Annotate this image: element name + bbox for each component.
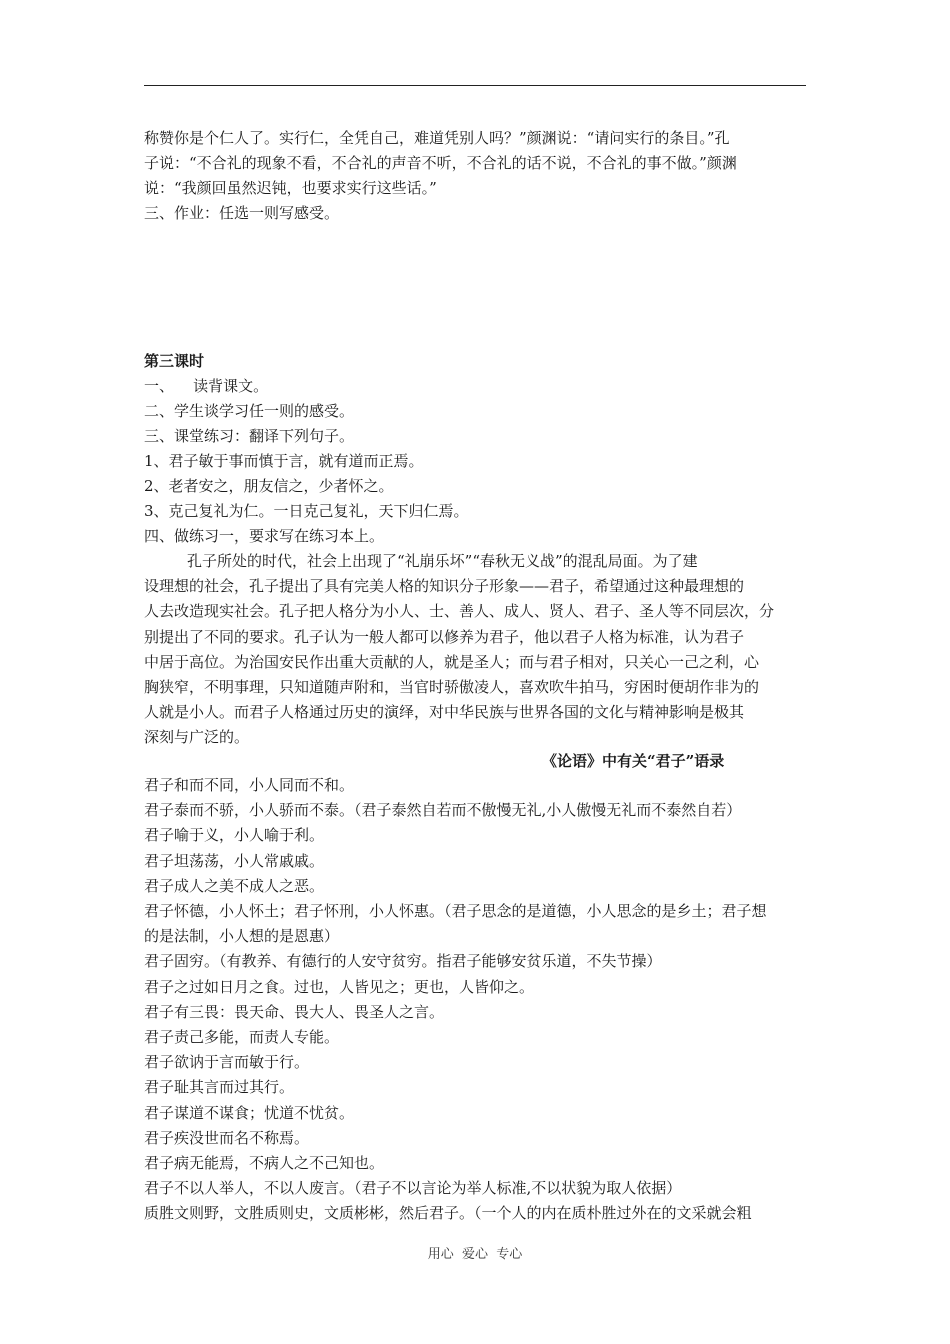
lesson-item: 二、学生谈学习任一则的感受。: [144, 402, 355, 420]
quote-line: 君子责己多能，而责人专能。: [144, 1028, 340, 1047]
header-rule: [144, 85, 806, 86]
lesson-item: 三、课堂练习：翻译下列句子。: [144, 427, 355, 445]
homework-line: 三、作业：任选一则写感受。: [144, 204, 340, 222]
quote-line: 君子谋道不谋食；忧道不忧贫。: [144, 1103, 355, 1122]
quote-line: 君子和而不同，小人同而不和。: [144, 776, 355, 794]
page-footer: 用心 爱心 专心: [427, 1247, 523, 1262]
text-line: 子说：“不合礼的现象不看，不合礼的声音不听，不合礼的话不说，不合礼的事不做。”颜渊: [144, 154, 737, 172]
passage-line: 别提出了不同的要求。孔子认为一般人都可以修养为君子，他以君子人格为标准，认为君子: [144, 627, 745, 646]
quote-line: 君子耻其言而过其行。: [144, 1078, 295, 1097]
text-line: 称赞你是个仁人了。实行仁，全凭自己，难道凭别人吗？”颜渊说：“请问实行的条目。”孔: [144, 129, 730, 147]
quote-line: 君子不以人举人，不以人废言。（君子不以言论为举人标准,不以状貌为取人依据）: [144, 1179, 682, 1198]
quote-line: 君子有三畏：畏天命、畏大人、畏圣人之言。: [144, 1002, 445, 1021]
quote-line: 君子坦荡荡，小人常戚戚。: [144, 851, 325, 870]
lesson-item: 3、克己复礼为仁。一日克己复礼，天下归仁焉。: [144, 502, 469, 520]
quote-line: 质胜文则野，文胜质则史，文质彬彬，然后君子。（一个人的内在质朴胜过外在的文采就会粗: [144, 1204, 752, 1223]
passage-line: 胸狭窄，不明事理，只知道随声附和，当官时骄傲凌人，喜欢吹牛拍马，穷困时便胡作非为的: [144, 678, 760, 697]
lesson-item: 2、老者安之，朋友信之，少者怀之。: [144, 477, 394, 495]
quote-line: 君子疾没世而名不称焉。: [144, 1128, 310, 1147]
lesson-item: 四、做练习一，要求写在练习本上。: [144, 527, 385, 545]
quotes-title: 《论语》中有关“君子”语录: [542, 752, 725, 770]
quote-line: 君子喻于义，小人喻于利。: [144, 826, 325, 845]
junzi-passage: [144, 549, 808, 751]
lesson-item: 一、 读背课文。: [144, 377, 269, 395]
lesson-item: 1、君子敏于事而慎于言，就有道而正焉。: [144, 452, 424, 470]
passage-line: 人就是小人。而君子人格通过历史的演绎，对中华民族与世界各国的文化与精神影响是极其: [144, 703, 745, 722]
passage-line: 人去改造现实社会。孔子把人格分为小人、士、善人、成人、贤人、君子、圣人等不同层次，分: [144, 602, 775, 621]
quote-line: 君子泰而不骄，小人骄而不泰。（君子泰然自若而不傲慢无礼,小人傲慢无礼而不泰然自若）: [144, 801, 742, 820]
lesson-heading: 第三课时: [144, 352, 205, 370]
quote-line: 君子病无能焉，不病人之不己知也。: [144, 1154, 385, 1173]
quote-line: 君子之过如日月之食。过也，人皆见之；更也，人皆仰之。: [144, 977, 535, 996]
passage-line: 孔子所处的时代，社会上出现了“礼崩乐坏”“春秋无义战”的混乱局面。为了建: [187, 552, 698, 570]
text-line: 说：“我颜回虽然迟钝，也要求实行这些话。”: [144, 179, 437, 197]
quote-line: 的是法制，小人想的是恩惠）: [144, 927, 340, 946]
quote-line: 君子成人之美不成人之恶。: [144, 876, 325, 895]
quote-line: 君子怀德，小人怀土；君子怀刑，小人怀惠。（君子思念的是道德，小人思念的是乡土；君子想: [144, 902, 767, 921]
passage-line: 设理想的社会，孔子提出了具有完美人格的知识分子形象——君子，希望通过这种最理想的: [144, 577, 745, 596]
junzi-quotes-list: [144, 773, 808, 1227]
previous-lesson-text: [144, 126, 808, 226]
passage-line: 深刻与广泛的。: [144, 728, 250, 747]
lesson-three-section: [144, 349, 808, 549]
passage-line: 中居于高位。为治国安民作出重大贡献的人，就是圣人；而与君子相对，只关心一己之利，心: [144, 652, 760, 671]
quote-line: 君子固穷。（有教养、有德行的人安守贫穷。指君子能够安贫乐道，不失节操）: [144, 952, 662, 971]
quote-line: 君子欲讷于言而敏于行。: [144, 1053, 310, 1072]
